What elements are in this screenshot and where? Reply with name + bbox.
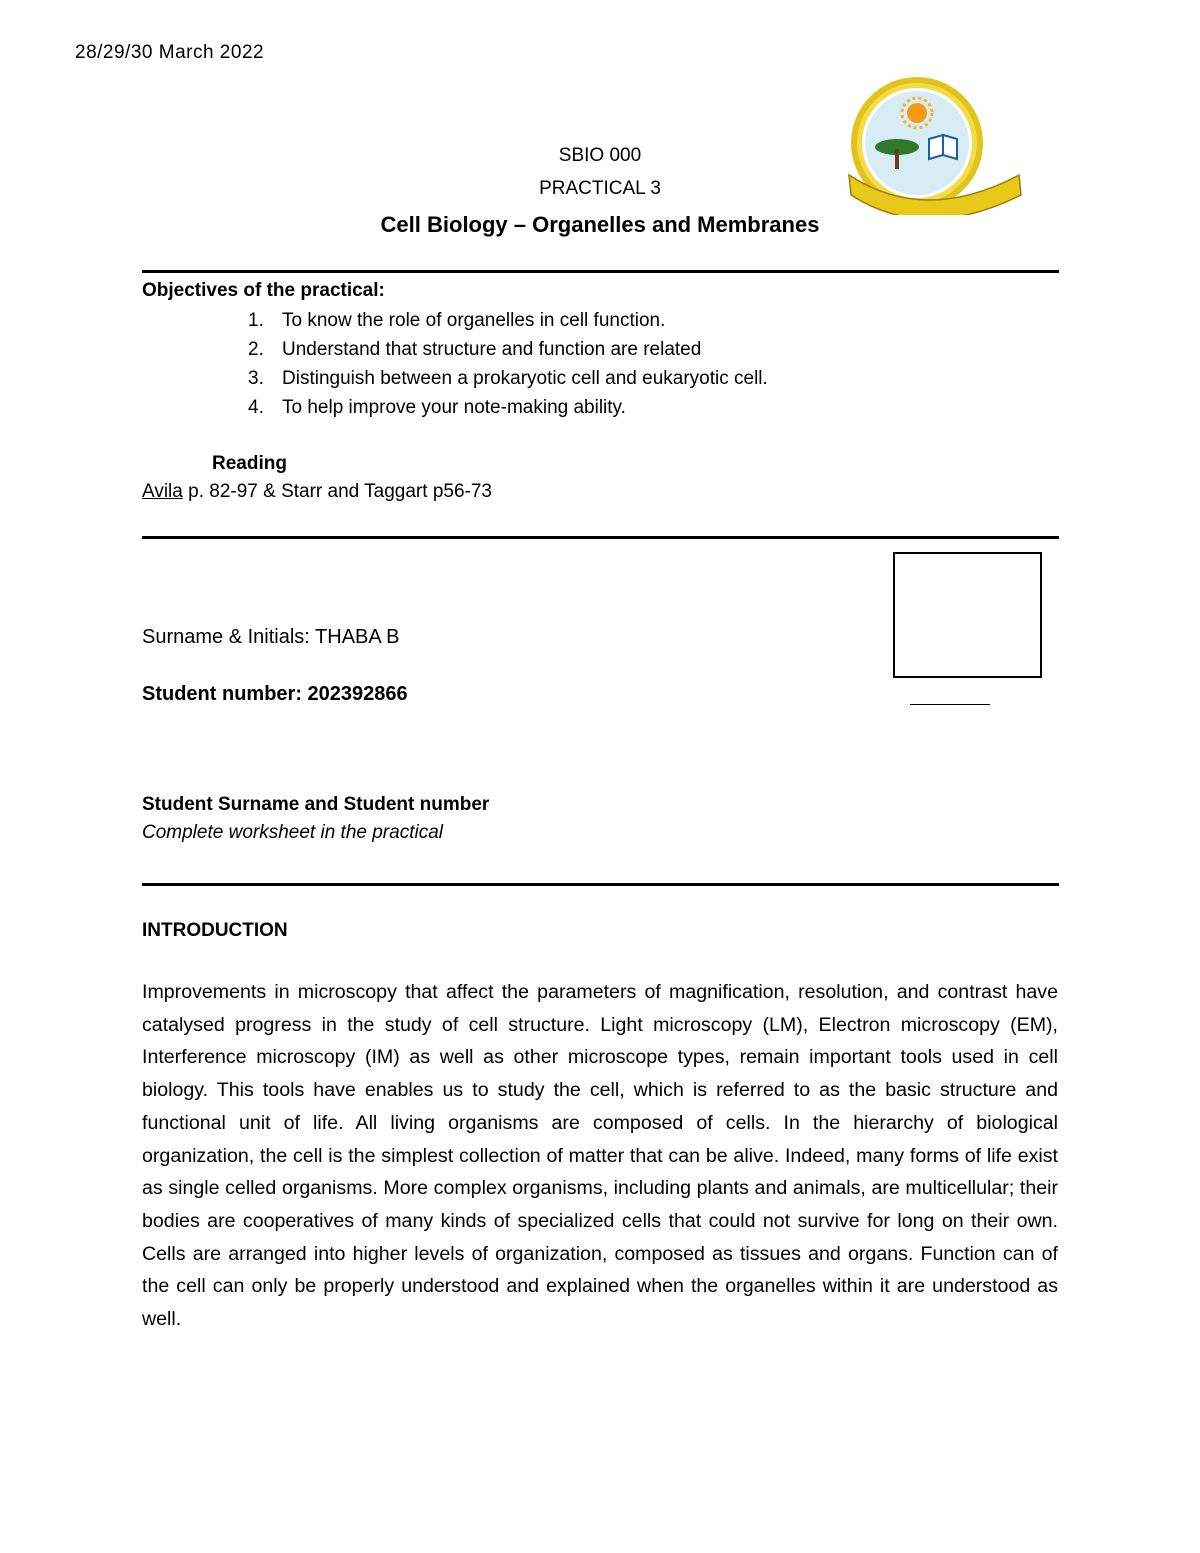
- mark-underline: [910, 704, 990, 705]
- student-number-value: 202392866: [307, 683, 408, 705]
- list-item: [142, 393, 768, 422]
- list-number: 2.: [248, 339, 264, 360]
- list-item: [142, 306, 768, 335]
- reading-heading: Reading: [212, 453, 287, 474]
- reading-reference: [142, 481, 492, 503]
- worksheet-note: Complete worksheet in the practical: [142, 822, 443, 843]
- list-item: [142, 335, 768, 364]
- student-number-field: [142, 683, 408, 706]
- introduction-body: Improvements in microscopy that affect the parameters of magnification, resolution, and contrast have catalysed progress in the study of cell structure. Light microscopy (LM), Electron microscopy (EM), Interference microscopy (IM) as well as other microscope types, remain important tools used in cell biology. This tools have enables us to study the cell, which is referred to as the basic structure and functional unit of life. All living organisms are composed of cells. In the hierarchy of biological organization, the cell is the simplest collection of matter that can be alive. Indeed, many forms of life exist as single celled organisms. More complex organisms, including plants and animals, are multicellular; their bodies are cooperatives of many kinds of specialized cells that could not survive for long on their own. Cells are arranged into higher levels of organization, composed as tissues and organs. Function can of the cell can only be properly understood and explained when the organelles within it are understood as well.: [142, 981, 1058, 1331]
- objectives-list: [142, 306, 768, 422]
- list-text: To help improve your note-making ability.: [282, 397, 626, 418]
- practical-number: PRACTICAL 3: [539, 178, 661, 199]
- document-date: 28/29/30 March 2022: [75, 42, 265, 63]
- list-text: To know the role of organelles in cell function.: [282, 310, 666, 331]
- list-number: 1.: [248, 310, 264, 331]
- reading-author: Avila: [142, 481, 183, 502]
- student-number-label: Student number:: [142, 683, 308, 705]
- list-text: Understand that structure and function are related: [282, 339, 702, 360]
- introduction-heading: INTRODUCTION: [142, 920, 288, 941]
- surname-label: Surname & Initials:: [142, 626, 316, 648]
- divider: [142, 270, 1059, 273]
- list-item: [142, 364, 768, 393]
- list-number: 3.: [248, 368, 264, 389]
- reading-pages: p. 82-97 & Starr and Taggart p56-73: [182, 481, 492, 502]
- surname-field: [142, 626, 400, 649]
- page-title: Cell Biology – Organelles and Membranes: [380, 212, 820, 237]
- surname-value: THABA B: [315, 626, 400, 648]
- list-text: Distinguish between a prokaryotic cell and eukaryotic cell.: [282, 368, 768, 389]
- objectives-heading: Objectives of the practical:: [142, 280, 385, 301]
- list-number: 4.: [248, 397, 264, 418]
- mark-box: [893, 552, 1042, 678]
- divider: [142, 536, 1059, 539]
- divider: [142, 883, 1059, 886]
- course-code: SBIO 000: [558, 145, 642, 166]
- worksheet-heading: Student Surname and Student number: [142, 794, 490, 815]
